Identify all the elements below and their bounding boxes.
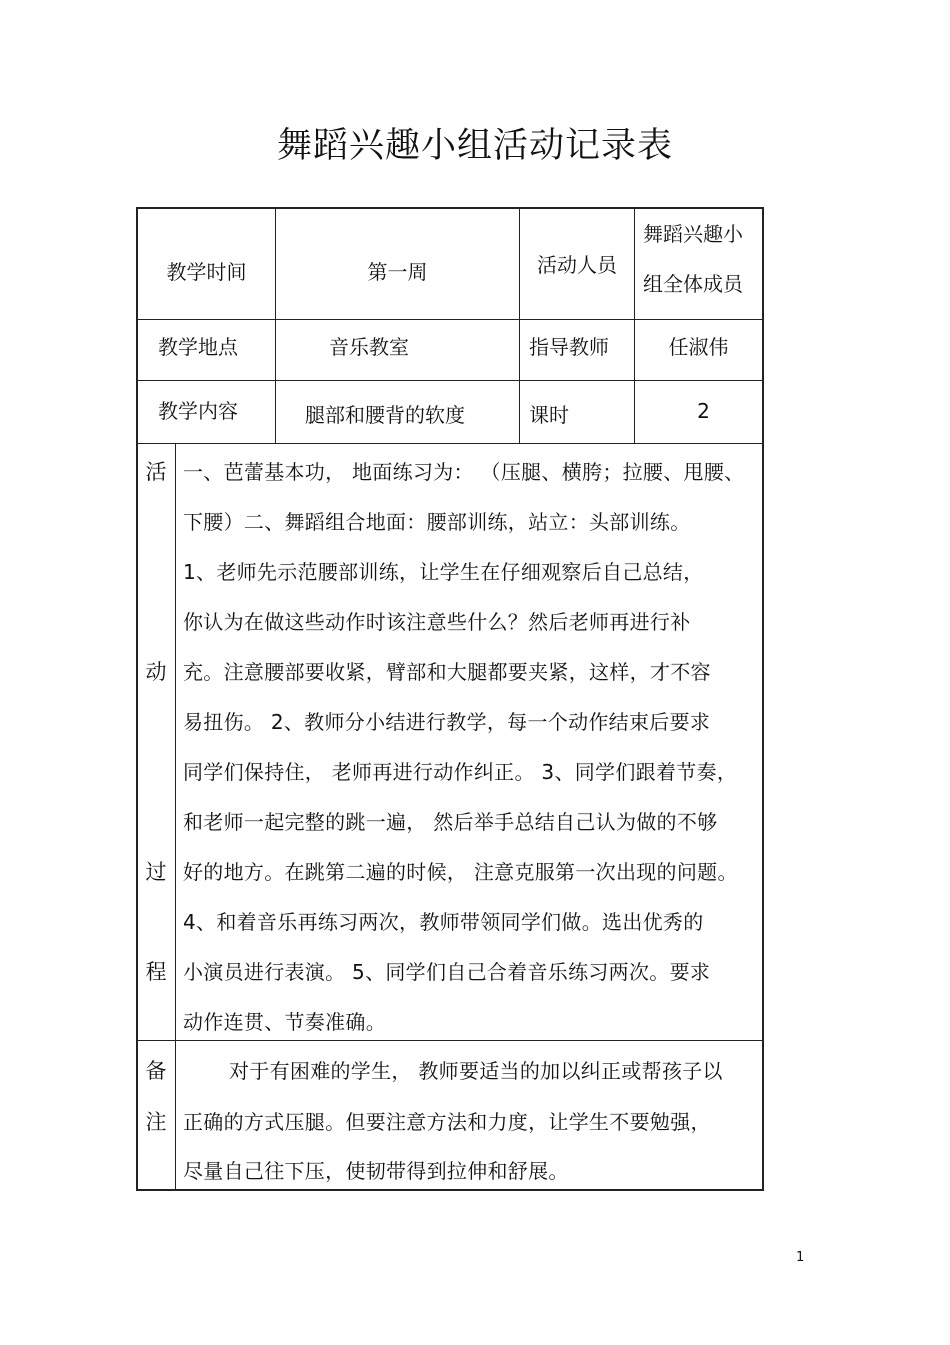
remarks-line: 对于有困难的学生， 教师要适当的加以纠正或帮孩子以: [229, 1059, 723, 1083]
members-value-line1: 舞蹈兴趣小: [643, 222, 743, 246]
table-border-bottom: [136, 1189, 764, 1191]
process-line: 易扭伤。 2、教师分小结进行教学，每一个动作结束后要求: [183, 710, 711, 734]
process-side-char: 程: [145, 960, 167, 984]
members-label: 活动人员: [537, 253, 617, 277]
table-col-rule-1: [275, 207, 276, 444]
remarks-line: 正确的方式压腿。但要注意方法和力度，让学生不要勉强，: [183, 1110, 711, 1134]
content-label: 教学内容: [158, 399, 238, 423]
process-line: 一、芭蕾基本功， 地面练习为： （压腿、横胯；拉腰、甩腰、: [183, 460, 745, 484]
process-line: 1、老师先示范腰部训练，让学生在仔细观察后自己总结，: [183, 560, 704, 584]
place-value: 音乐教室: [329, 335, 409, 359]
table-rule-row2: [136, 380, 764, 381]
process-line: 同学们保持住， 老师再进行动作纠正。 3、同学们跟着节奏，: [183, 760, 738, 784]
remarks-side-char: 注: [145, 1110, 167, 1134]
members-value-line2: 组全体成员: [643, 272, 743, 296]
process-line: 小演员进行表演。 5、同学们自己合着音乐练习两次。要求: [183, 960, 711, 984]
process-line: 动作连贯、节奏准确。: [183, 1010, 386, 1034]
remarks-line: 尽量自己往下压，使韧带得到拉伸和舒展。: [183, 1159, 569, 1183]
process-line: 充。注意腰部要收紧，臂部和大腿都要夹紧，这样，才不容: [183, 660, 711, 684]
content-value: 腿部和腰背的软度: [305, 403, 465, 427]
process-line: 下腰）二、舞蹈组合地面：腰部训练，站立：头部训练。: [183, 510, 691, 534]
teacher-label: 指导教师: [529, 335, 609, 359]
hours-label: 课时: [529, 403, 569, 427]
process-line: 好的地方。在跳第二遍的时候， 注意克服第一次出现的问题。: [183, 860, 738, 884]
place-label: 教学地点: [158, 335, 238, 359]
table-side-rule: [175, 443, 176, 1190]
table-rule-process: [136, 1040, 764, 1041]
table-border-top: [136, 207, 764, 209]
process-line: 你认为在做这些动作时该注意些什么？然后老师再进行补: [183, 610, 691, 634]
time-label: 教学时间: [166, 260, 247, 284]
remarks-side-char: 备: [145, 1059, 167, 1083]
table-border-right: [762, 207, 764, 1191]
process-side-char: 过: [145, 860, 167, 884]
table-col-rule-2: [519, 207, 520, 444]
teacher-value: 任淑伟: [668, 335, 729, 359]
time-value: 第一周: [367, 260, 428, 284]
table-rule-row1: [136, 319, 764, 320]
table-rule-row3: [136, 443, 764, 444]
page-number: 1: [796, 1250, 805, 1265]
hours-value: 2: [697, 399, 710, 423]
process-line: 4、和着音乐再练习两次，教师带领同学们做。选出优秀的: [183, 910, 704, 934]
process-side-char: 活: [145, 460, 167, 484]
page-title: 舞蹈兴趣小组活动记录表: [276, 126, 673, 166]
process-side-char: 动: [145, 660, 167, 684]
process-line: 和老师一起完整的跳一遍， 然后举手总结自己认为做的不够: [183, 810, 718, 834]
